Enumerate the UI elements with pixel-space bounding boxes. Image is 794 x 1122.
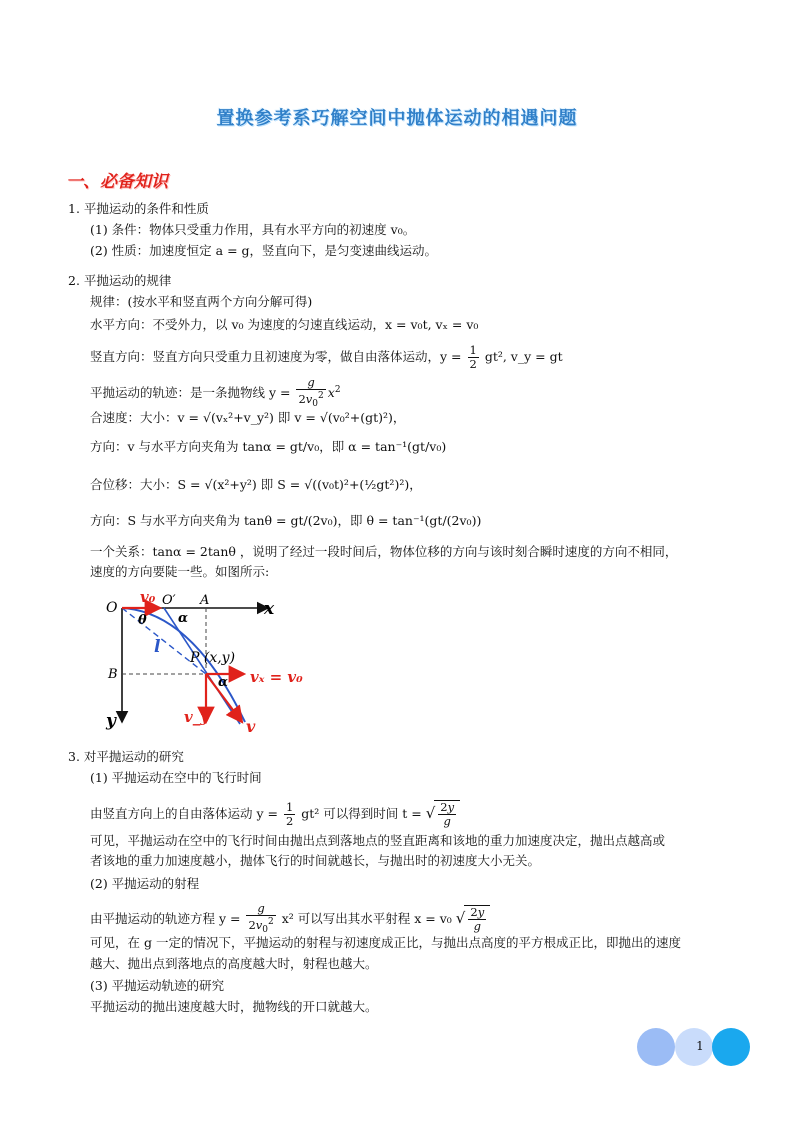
page-number: 1 [696,1039,704,1053]
half-fraction: $\frac{1}{2}$ [469,343,477,371]
label-v: v [246,717,256,736]
label-B: B [108,667,118,682]
relation-line-1: 一个关系：tanα = 2tanθ ，说明了经过一段时间后，物体位移的方向与该时刻合瞬时速度的方向不相同， [90,544,678,559]
item-3-heading: 3. 对平抛运动的研究 [68,749,184,764]
label-alpha-1: α [178,611,189,626]
range-conclusion-1: 可见，在 g 一定的情况下，平抛运动的射程与初速度成正比，与抛出点高度的平方根成正比，即抛出的速度 [90,935,681,950]
page-title: 置换参考系巧解空间中抛体运动的相遇问题 [216,108,578,129]
speed-line: 合速度：大小：v = √(vₓ²+v_y²) 即 v = √(v₀²+(gt)²)， [90,410,406,425]
range-heading: (2) 平抛运动的射程 [90,876,200,891]
trajectory-line: 平抛运动的轨迹：是一条抛物线 y = $\frac{g}{2v_0^2}$ $x^2$ [90,375,341,410]
displacement-direction-line: 方向：S 与水平方向夹角为 tanθ = gt/(2v₀)，即 θ = tan⁻¹(gt/(2v₀)) [90,513,482,528]
trajectory-fraction: $\frac{g}{2v_0^2}$ [298,375,324,410]
item-1-condition: (1) 条件：物体只受重力作用，具有水平方向的初速度 v₀。 [90,222,416,237]
displacement-line: 合位移：大小：S = √(x²+y²) 即 S = √((v₀t)²+(½gt²)²)， [90,477,422,492]
range-conclusion-2: 越大、抛出点到落地点的高度越大时，射程也越大。 [90,956,378,971]
trajectory-study-heading: (3) 平抛运动轨迹的研究 [90,978,225,993]
trajectory-study-text: 平抛运动的抛出速度越大时，抛物线的开口就越大。 [90,999,378,1014]
label-y: y [106,711,116,731]
vertical-text: 竖直方向：竖直方向只受重力且初速度为零，做自由落体运动，y = [90,349,462,364]
label-P: P (x,y) [190,650,236,666]
label-A: A [200,593,210,608]
range-text-a: 由平抛运动的轨迹方程 y = [90,911,241,927]
range-text-b: x² 可以写出其水平射程 x = v₀ [281,911,452,927]
tangent-line [164,608,240,724]
flight-time-heading: (1) 平抛运动在空中的飞行时间 [90,770,262,785]
vertical-line [90,344,563,371]
flight-time-text-b: gt² 可以得到时间 t = [301,806,422,821]
label-vx: vₓ = v₀ [250,668,303,686]
item-1-heading: 1. 平抛运动的条件和性质 [68,201,209,216]
section-heading: 一、必备知识 [66,172,168,192]
label-v0: v₀ [140,588,156,606]
flight-time-conclusion-1: 可见，平抛运动在空中的飞行时间由抛出点到落地点的竖直距离和该地的重力加速度决定，抛出点越高或 [90,833,666,848]
velocity-direction-line: 方向：v 与水平方向夹角为 tanα = gt/v₀，即 α = tan⁻¹(gt/v₀) [90,439,447,454]
label-O: O [106,600,118,616]
flight-time-text-a: 由竖直方向上的自由落体运动 y = [90,806,278,821]
half-fraction-2: $\frac{1}{2}$ [285,800,294,828]
item-2-heading: 2. 平抛运动的规律 [68,273,172,288]
page-badge-left [637,1028,675,1066]
label-Oprime: O′ [162,593,176,608]
range-fraction: $\frac{g}{2v_0^2}$ [248,901,274,936]
label-x: x [264,599,275,619]
range-formula: 由平抛运动的轨迹方程 y = $\frac{g}{2v_0^2}$ x² 可以写出其水平射程 x = v₀ √ $\frac{2y}{g}$ [90,902,490,937]
vertical-text-b: gt², v_y = gt [484,349,563,364]
trajectory-text: 平抛运动的轨迹：是一条抛物线 y = [90,385,291,401]
label-vy: v_y [184,708,209,726]
law-line: 规律：(按水平和竖直两个方向分解可得) [90,294,313,309]
page-badge-right [712,1028,750,1066]
label-alpha-2: α [218,675,229,690]
label-theta: θ [138,613,147,628]
horizontal-line: 水平方向：不受外力，以 v₀ 为速度的匀速直线运动，x = v₀t, vₓ = v₀ [90,317,479,332]
relation-line-2: 速度的方向要陡一些。如图所示: [90,564,270,579]
label-l: l [154,637,161,657]
flight-time-conclusion-2: 者该地的重力加速度越小，抛体飞行的时间就越长，与抛出时的初速度大小无关。 [90,853,541,868]
projectile-diagram [100,582,360,742]
flight-time-formula: 由竖直方向上的自由落体运动 y = $\frac{1}{2}$ gt² 可以得到时间 t = √ $\frac{2y}{g}$ [90,800,460,828]
item-1-property: (2) 性质：加速度恒定 a = g，竖直向下，是匀变速曲线运动。 [90,243,438,258]
